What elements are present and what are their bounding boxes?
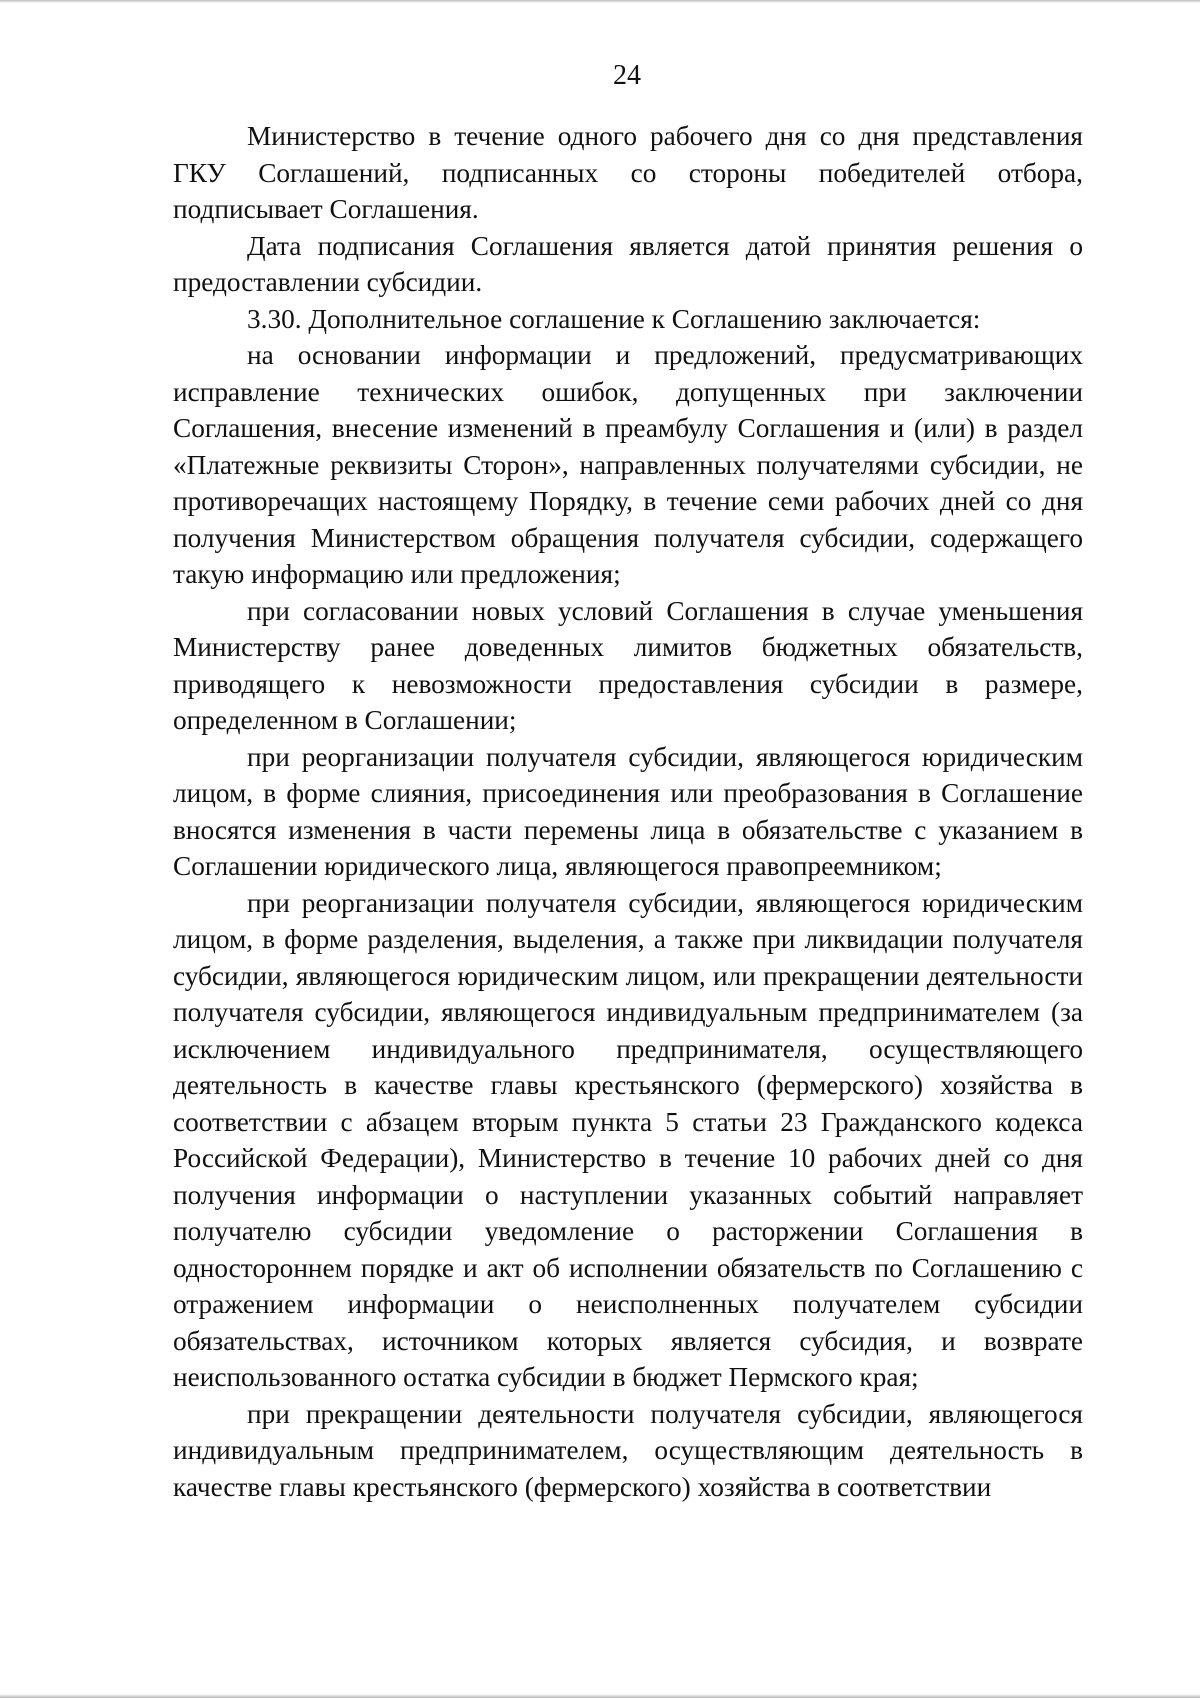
paragraph-clause-3-30: 3.30. Дополнительное соглашение к Соглашению заключается:: [247, 303, 981, 334]
scan-edge-bottom: [0, 1694, 1200, 1698]
paragraph-reorganization-division: при реорганизации получателя субсидии, являющегося юридическим лицом, в форме разделения, выделения, а также при ликвидации получателя субсидии, являющегося юридическим лицом, или прекращении деятельности получателя субсидии, являющегося индивидуальным предпринимателем (за исключением индивидуального предпринимателя, осуществляющего деятельность в качестве главы крестьянского (фермерского) хозяйства в соответствии с абзацем вторым пункта 5 статьи 23 Гражданского кодекса Российской Федерации), Министерство в течение 10 рабочих дней со дня получения информации о наступлении указанных событий направляет получателю субсидии уведомление о расторжении Соглашения в одностороннем порядке и акт об исполнении обязательств по Соглашению с отражением информации о неисполненных получателем субсидии обязательствах, источником которых является субсидия, и возврате неиспользованного остатка субсидии в бюджет Пермского края;: [173, 887, 1083, 1392]
paragraph-signing-by-ministry: Министерство в течение одного рабочего дня со дня представления ГКУ Соглашений, подписанных со стороны победителей отбора, подписывает Соглашения.: [173, 121, 1083, 224]
paragraph-termination-farm-head: при прекращении деятельности получателя субсидии, являющегося индивидуальным предпринимателем, осуществляющим деятельность в качестве главы крестьянского (фермерского) хозяйства в соответствии: [173, 1398, 1083, 1502]
page-number: 24: [613, 60, 641, 91]
paragraph-signing-date: Дата подписания Соглашения является датой принятия решения о предоставлении субсидии.: [173, 230, 1083, 297]
document-body: [173, 118, 1083, 1505]
scan-edge-top: [0, 0, 1200, 3]
paragraph-technical-errors: на основании информации и предложений, предусматривающих исправление технических ошибок, допущенных при заключении Соглашения, внесение изменений в преамбулу Соглашения и (или) в раздел «Платежные реквизиты Сторон», направленных получателями субсидии, не противоречащих настоящему Порядку, в течение семи рабочих дней со дня получения Министерством обращения получателя субсидии, содержащего такую информацию или предложения;: [173, 340, 1083, 589]
paragraph-new-conditions: при согласовании новых условий Соглашения в случае уменьшения Министерству ранее доведенных лимитов бюджетных обязательств, приводящего к невозможности предоставления субсидии в размере, определенном в Соглашении;: [173, 595, 1083, 735]
paragraph-reorganization-merger: при реорганизации получателя субсидии, являющегося юридическим лицом, в форме слияния, присоединения или преобразования в Соглашение вносятся изменения в части перемены лица в обязательстве с указанием в Соглашении юридического лица, являющегося правопреемником;: [173, 741, 1083, 881]
